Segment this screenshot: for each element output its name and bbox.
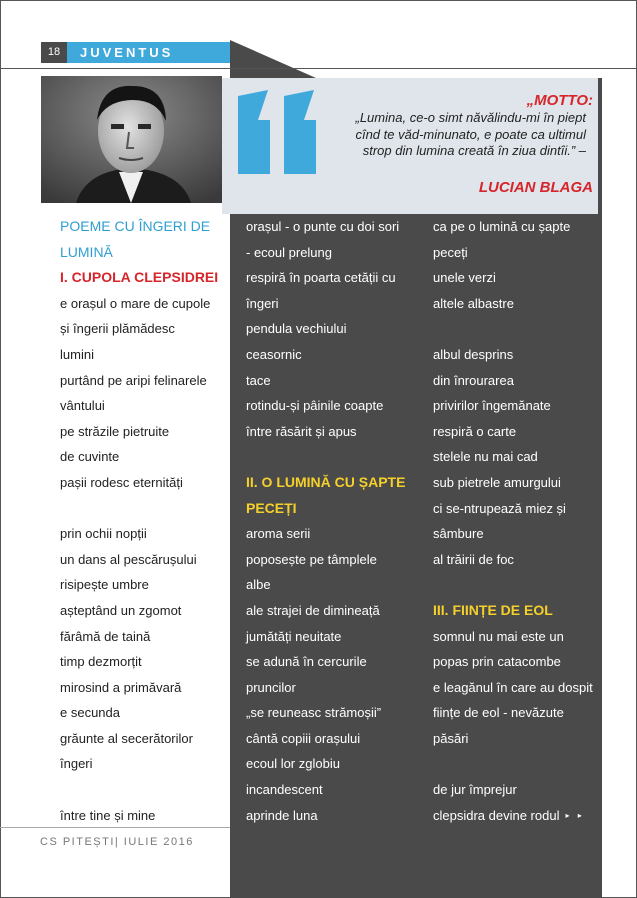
quote-marks-icon — [234, 86, 324, 176]
poem-line: privirilor îngemănate — [433, 398, 551, 414]
poem-line: tace — [246, 372, 271, 388]
poem-line: și îngerii plămădesc — [60, 321, 175, 337]
motto-author: LUCIAN BLAGA — [478, 179, 593, 196]
poem-line: respiră o carte — [433, 423, 517, 439]
poem-line: din înrourarea — [433, 372, 514, 388]
poem-column-right — [433, 214, 593, 828]
poem-line — [246, 444, 405, 470]
poem-line: e orașul o mare de cupole — [60, 295, 211, 311]
poem-line: incandescent — [246, 782, 323, 798]
poem-line: grăunte al secerătorilor — [60, 730, 193, 746]
poem-line: cântă copiii orașului — [246, 730, 361, 746]
poem-line: al trăirii de foc — [433, 551, 514, 567]
poem-line: lumini — [60, 346, 94, 362]
poem-line: pendula vechiului — [246, 321, 347, 337]
poem-line: prin ochii nopții — [60, 526, 147, 542]
poem-line: popas prin catacombe — [433, 654, 561, 670]
poem-line — [60, 777, 218, 803]
footer-rule — [0, 827, 230, 828]
poem-line: e leagănul în care au dospit — [433, 679, 593, 695]
poem-line: aprinde luna — [246, 807, 318, 823]
poem-line: ecoul lor zglobiu — [246, 756, 340, 772]
poem-line — [433, 751, 593, 777]
section-heading: LUMINĂ — [60, 243, 113, 260]
footer-publication: CS PITEȘTI| IULIE 2016 — [40, 836, 194, 848]
poem-line — [433, 316, 593, 342]
poem-line: aroma serii — [246, 526, 311, 542]
author-portrait-photo — [41, 76, 222, 203]
poem-line: orașul - o punte cu doi sori — [246, 219, 400, 234]
poem-line: păsări — [433, 730, 469, 746]
poem-line: pruncilor — [246, 679, 296, 695]
poem-line: respiră în poarta cetății cu — [246, 270, 396, 286]
poem-line: vântului — [60, 398, 105, 414]
poem-line: - ecoul prelung — [246, 244, 332, 260]
poem-line: timp dezmorțit — [60, 654, 142, 670]
poem-line: îngeri — [60, 756, 93, 772]
poem-line: pe străzile pietruite — [60, 423, 170, 439]
poem-line: ale strajei de dimineață — [246, 602, 380, 618]
poem-line: stelele nu mai cad — [433, 449, 538, 465]
poem-line: ci se-ntrupează miez și — [433, 500, 566, 516]
magazine-title: JUVENTUS — [80, 45, 174, 60]
poem-line: așteptând un zgomot — [60, 602, 182, 618]
section-heading: POEME CU ÎNGERI DE — [60, 218, 211, 234]
section-heading: I. CUPOLA CLEPSIDREI — [60, 269, 219, 286]
poem-line: de cuvinte — [60, 449, 120, 465]
poem-line: mirosind a primăvară — [60, 679, 182, 695]
poem-line: sâmbure — [433, 526, 484, 542]
poem-line: sub pietrele amurgului — [433, 474, 561, 490]
poem-line: îngeri — [246, 295, 279, 311]
poem-column-middle — [246, 214, 405, 828]
poem-line: somnul nu mai este un — [433, 628, 564, 644]
poem-line: pașii rodesc eternități — [60, 474, 183, 490]
section-heading: II. O LUMINĂ CU ȘAPTE — [246, 473, 406, 490]
poem-column-left — [60, 214, 218, 828]
section-heading: III. FIINȚE DE EOL — [433, 601, 553, 618]
poem-line: poposește pe tâmplele — [246, 551, 377, 567]
poem-line: „se reuneasc strămoșii” — [246, 705, 382, 721]
poem-line: unele verzi — [433, 270, 496, 286]
section-heading: PECEȚI — [246, 499, 297, 516]
poem-line: jumătăți neuitate — [246, 628, 342, 644]
poem-line — [60, 496, 218, 522]
poem-line: rotindu-și pâinile coapte — [246, 398, 384, 414]
poem-line: se adună în cercurile — [246, 654, 367, 670]
poem-line: fărâmă de taină — [60, 628, 151, 644]
poem-line: ceasornic — [246, 346, 302, 362]
poem-line: albul desprins — [433, 346, 514, 362]
poem-line: peceți — [433, 244, 468, 260]
poem-line: e secunda — [60, 705, 120, 721]
poem-line: clepsidra devine rodul ▸ ▸ — [433, 803, 593, 829]
poem-line: altele albastre — [433, 295, 514, 311]
motto-heading: „MOTTO: — [526, 92, 593, 109]
page-number: 18 — [41, 42, 67, 63]
poem-line: risipește umbre — [60, 577, 149, 593]
poem-line: un dans al pescărușului — [60, 551, 197, 567]
poem-line: purtând pe aripi felinarele — [60, 372, 207, 388]
poem-line: ca pe o lumină cu șapte — [433, 219, 571, 234]
poem-line: între răsărit și apus — [246, 423, 357, 439]
poem-line: între tine și mine — [60, 807, 156, 823]
poem-line — [433, 572, 593, 598]
header-rule — [0, 68, 637, 69]
motto-quote: „Lumina, ce-o simt năvălindu-mi în piept cînd te văd-minunato, e poate ca ultimul strop din lumina creată în ziua dintîi.” – — [355, 110, 586, 158]
poem-line: albe — [246, 577, 271, 593]
continue-arrows-icon: ▸ ▸ — [565, 811, 585, 821]
poem-line: de jur împrejur — [433, 782, 517, 798]
poem-line: ființe de eol - nevăzute — [433, 705, 564, 721]
